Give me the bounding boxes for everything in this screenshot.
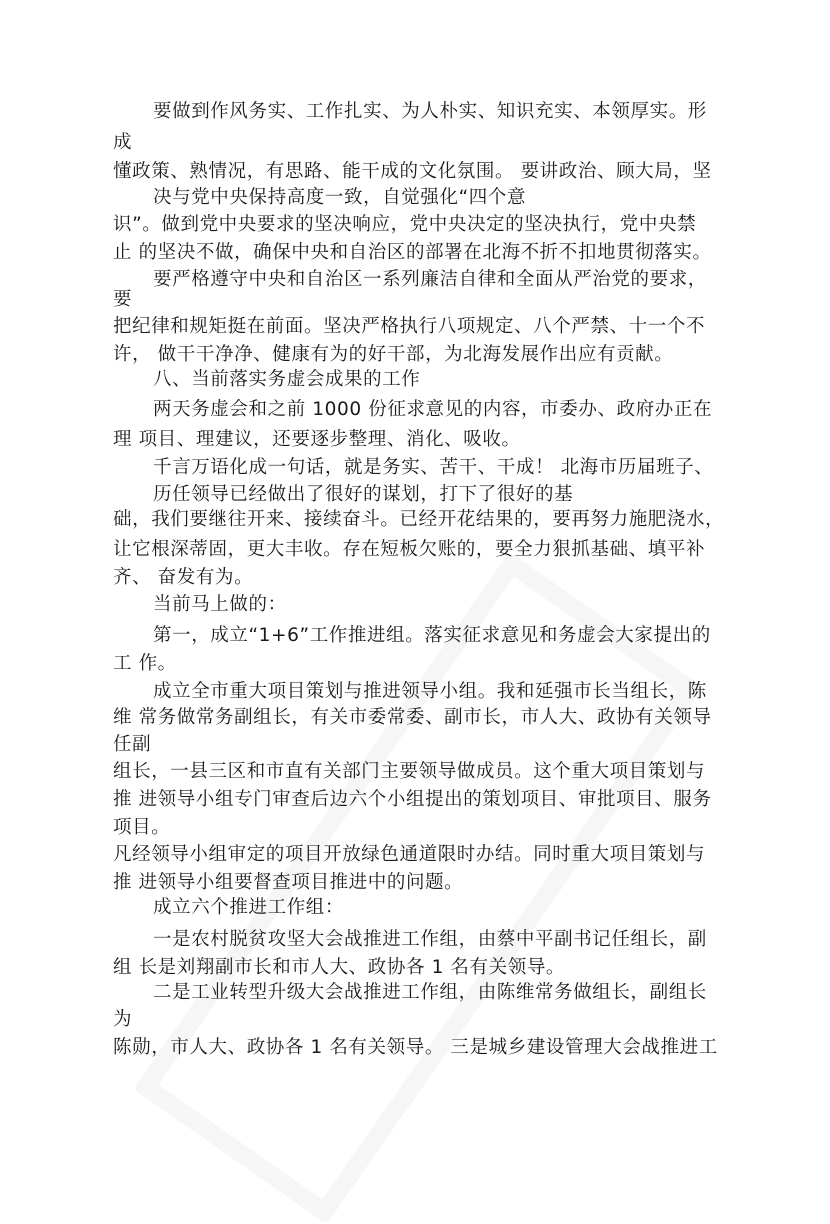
text-line: 成立六个推进工作组：	[153, 897, 345, 918]
text-line: 要做到作风务实、工作扎实、为人朴实、知识充实、本领厚实。形	[153, 101, 707, 122]
text-line: 让它根深蒂固，更大丰收。存在短板欠账的，要全力狠抓基础、填平补	[113, 539, 706, 560]
text-line: 要	[113, 289, 133, 310]
text-line: 为	[113, 1009, 133, 1030]
text-line: 要严格遵守中央和自治区一系列廉洁自律和全面从严治党的要求，	[153, 269, 707, 290]
text-line: 组长，一县三区和市直有关部门主要领导做成员。这个重大项目策划与	[113, 761, 706, 782]
text-line: 成	[113, 132, 133, 153]
text-line: 理 项目、理建议，还要逐步整理、消化、吸收。	[113, 429, 521, 450]
section-heading: 八、当前落实务虚会成果的工作	[153, 369, 421, 390]
text-line: 止 的坚决不做，确保中央和自治区的部署在北海不折不扣地贯彻落实。	[113, 242, 712, 263]
text-line: 二是工业转型升级大会战推进工作组，由陈维常务做组长，副组长	[153, 982, 707, 1003]
text-line: 凡经领导小组审定的项目开放绿色通道限时办结。同时重大项目策划与	[113, 844, 706, 865]
text-line: 工 作。	[113, 653, 177, 674]
text-line: 两天务虚会和之前 1000 份征求意见的内容，市委办、政府办正在	[153, 399, 713, 420]
text-line: 齐、 奋发有为。	[113, 567, 254, 588]
text-line: 组 长是刘翔副市长和市人大、政协各 1 名有关领导。	[113, 957, 566, 978]
text-line: 历任领导已经做出了很好的谋划，打下了很好的基	[153, 484, 574, 505]
text-line: 推 进领导小组要督查项目推进中的问题。	[113, 872, 464, 893]
text-line: 当前马上做的：	[153, 594, 287, 615]
text-line: 维 常务做常务副组长，有关市委常委、副市长，市人大、政协有关领导	[113, 707, 712, 728]
text-line: 陈勋，市人大、政协各 1 名有关领导。 三是城乡建设管理大会战推进工	[113, 1037, 718, 1058]
text-line: 推 进领导小组专门审查后边六个小组提出的策划项目、审批项目、服务	[113, 789, 712, 810]
text-line: 项目。	[113, 817, 171, 838]
text-line: 础，我们要继往开来、接续奋斗。已经开花结果的，要再努力施肥浇水，	[113, 509, 725, 530]
text-line: 第一，成立“1+6”工作推进组。落实征求意见和务虚会大家提出的	[153, 625, 711, 646]
text-line: 一是农村脱贫攻坚大会战推进工作组，由蔡中平副书记任组长，副	[153, 929, 707, 950]
text-line: 把纪律和规矩挺在前面。坚决严格执行八项规定、八个严禁、十一个不	[113, 316, 706, 337]
text-line: 懂政策、熟情况，有思路、能干成的文化氛围。 要讲政治、顾大局，坚	[113, 161, 712, 182]
text-line: 成立全市重大项目策划与推进领导小组。我和延强市长当组长，陈	[153, 681, 707, 702]
text-line: 许， 做干干净净、健康有为的好干部，为北海发展作出应有贡献。	[113, 344, 674, 365]
text-line: 决与党中央保持高度一致，自觉强化“四个意	[153, 187, 527, 208]
text-line: 任副	[113, 734, 152, 755]
text-line: 千言万语化成一句话，就是务实、苦干、干成！ 北海市历届班子、	[153, 457, 714, 478]
text-line: 识”。做到党中央要求的坚决响应，党中央决定的坚决执行，党中央禁	[113, 214, 697, 235]
